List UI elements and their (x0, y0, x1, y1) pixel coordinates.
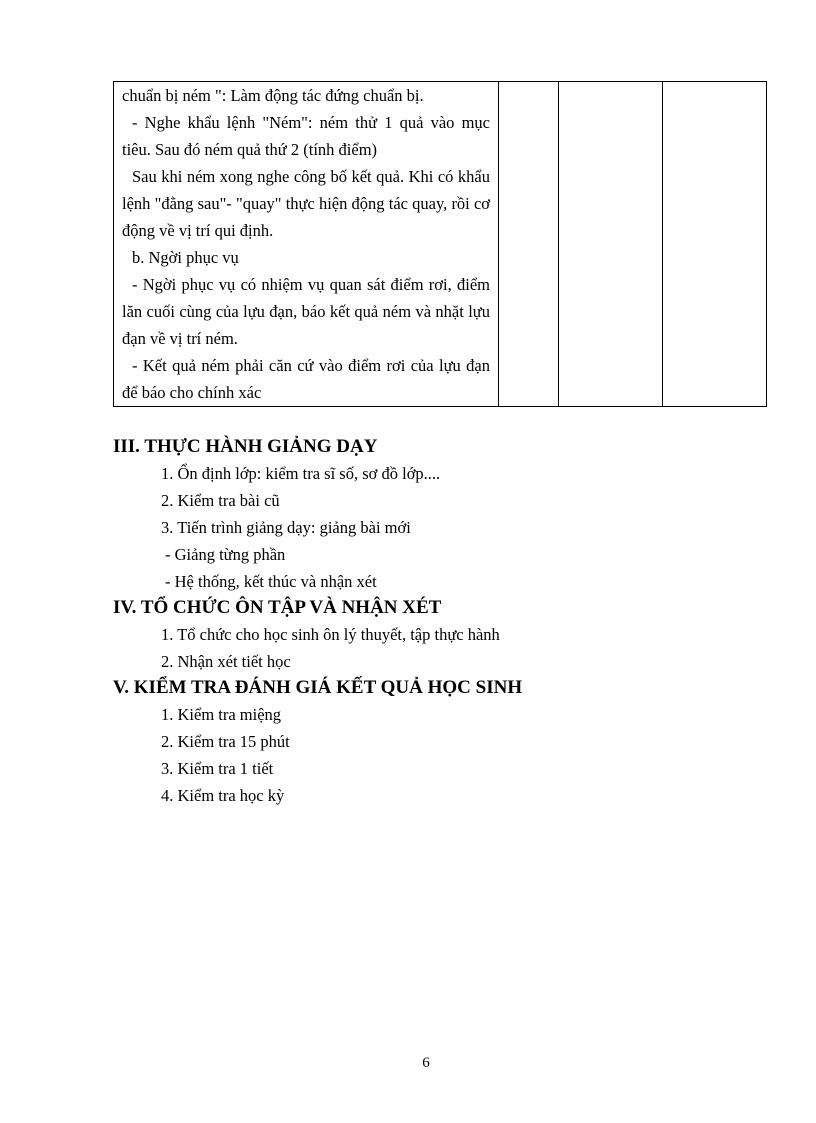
empty-cell (559, 82, 663, 407)
empty-cell (499, 82, 559, 407)
sections (113, 434, 773, 809)
list-item: 2. Kiểm tra bài cũ (161, 491, 280, 510)
table-paragraph: - Ngời phục vụ có nhiệm vụ quan sát điểm rơi, điểm lăn cuối cùng của lựu đạn, báo kết quả ném và nhặt lựu đạn về vị trí ném. (122, 275, 490, 348)
list-item: 1. Ổn định lớp: kiểm tra sĩ số, sơ đồ lớp.... (161, 464, 441, 483)
section-heading: III. THỰC HÀNH GIẢNG DẠY (113, 436, 378, 457)
table-paragraph: chuẩn bị ném ": Làm động tác đứng chuẩn bị. (122, 86, 424, 105)
table-paragraph: b. Ngời phục vụ (132, 248, 239, 267)
section-list (113, 701, 773, 809)
table-paragraph: Sau khi ném xong nghe công bố kết quả. Khi có khẩu lệnh "đằng sau"- "quay" thực hiện động tác quay, rồi cơ động về vị trí qui định. (122, 167, 490, 240)
table-row (114, 82, 767, 407)
list-item: - Hệ thống, kết thúc và nhận xét (165, 572, 377, 591)
table-paragraph: - Nghe khẩu lệnh "Ném": ném thử 1 quả vào mục tiêu. Sau đó ném quả thứ 2 (tính điểm) (122, 113, 490, 159)
section-heading: IV. TỔ CHỨC ÔN TẬP VÀ NHẬN XÉT (113, 597, 442, 618)
page-number: 6 (422, 1055, 430, 1071)
empty-cell (663, 82, 767, 407)
list-item: 4. Kiểm tra học kỳ (161, 786, 285, 805)
list-item: 1. Kiểm tra miệng (161, 705, 282, 724)
list-item: 2. Nhận xét tiết học (161, 652, 291, 671)
content-text (114, 82, 498, 406)
content-cell (114, 82, 499, 407)
section-list (113, 460, 773, 595)
lesson-table (113, 81, 767, 407)
list-item: 1. Tổ chức cho học sinh ôn lý thuyết, tập thực hành (161, 625, 500, 644)
table-paragraph: - Kết quả ném phải căn cứ vào điểm rơi của lựu đạn để báo cho chính xác (122, 356, 490, 402)
section-list (113, 621, 773, 675)
list-item: 3. Tiến trình giảng dạy: giảng bài mới (161, 518, 411, 537)
list-item: 2. Kiểm tra 15 phút (161, 732, 290, 751)
list-item: 3. Kiểm tra 1 tiết (161, 759, 274, 778)
list-item: - Giảng từng phần (165, 545, 286, 564)
section-heading: V. KIỂM TRA ĐÁNH GIÁ KẾT QUẢ HỌC SINH (113, 677, 523, 698)
